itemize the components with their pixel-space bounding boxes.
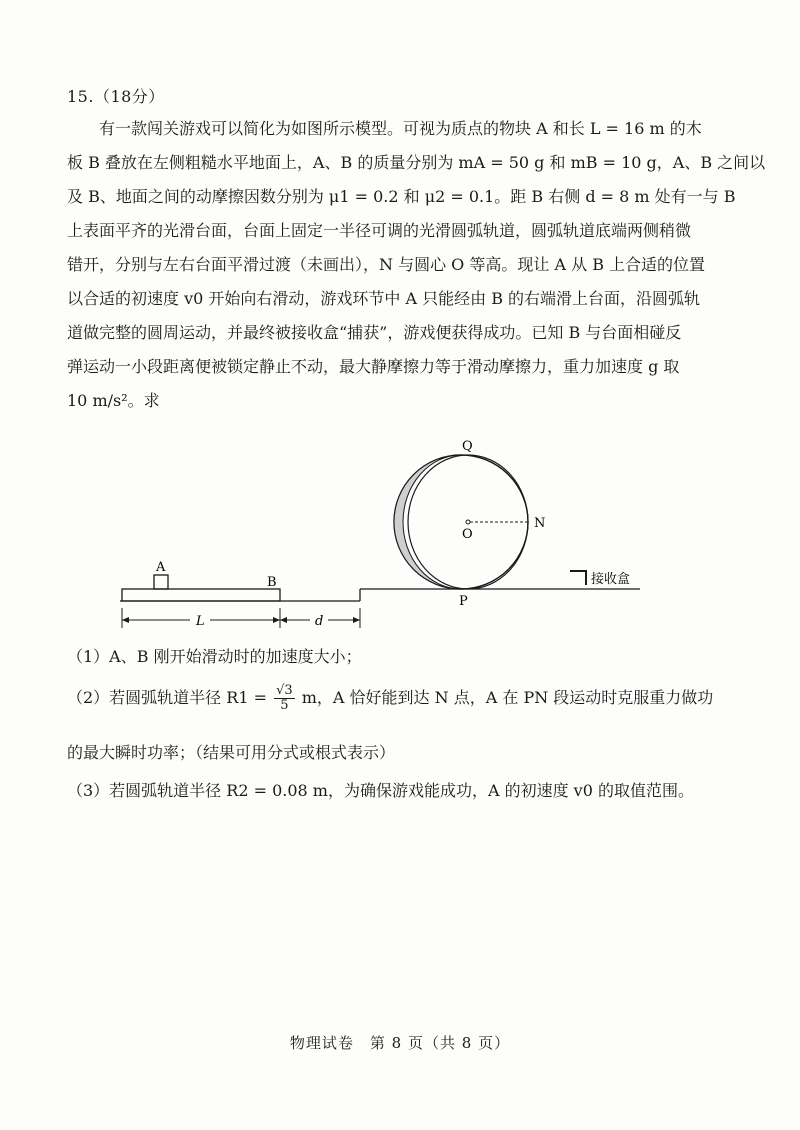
fraction-denominator: 5: [280, 698, 289, 713]
loop-track-inner: [394, 455, 461, 589]
physics-diagram: [110, 436, 670, 636]
sub-question-2-suffix: m，A 恰好能到达 N 点，A 在 PN 段运动时克服重力做功: [296, 688, 714, 707]
stem-line: 弹运动一小段距离便被锁定静止不动，最大静摩擦力等于滑动摩擦力，重力加速度 g 取: [67, 357, 680, 376]
stem-line: 板 B 叠放在左侧粗糙水平地面上，A、B 的质量分别为 mA = 50 g 和 mB = 10 g，A、B 之间以: [67, 153, 766, 172]
label-N: N: [534, 516, 546, 531]
block-A: [154, 575, 168, 589]
label-d: d: [315, 614, 324, 629]
label-O: O: [462, 527, 473, 542]
stem-line: 及 B、地面之间的动摩擦因数分别为 μ1 = 0.2 和 μ2 = 0.1。距 B 右侧 d = 8 m 处有一与 B: [67, 187, 736, 206]
stem-line: 10 m/s²。求: [67, 391, 160, 410]
page-footer: 物理试卷 第 8 页（共 8 页）: [289, 1034, 511, 1052]
sub-question-2-prefix: （2）若圆弧轨道半径 R1 =: [67, 688, 273, 707]
label-P: P: [459, 594, 468, 609]
center-O-dot: [466, 520, 470, 524]
dim-d-arrowhead-left: [280, 617, 287, 623]
question-header: 15.（18分）: [67, 87, 165, 106]
stem-line: 有一款闯关游戏可以简化为如图所示模型。可视为质点的物块 A 和长 L = 16 m 的木: [99, 119, 702, 138]
radius-fraction: [274, 684, 295, 713]
stem-line: 道做完整的圆周运动，并最终被接收盒“捕获”，游戏便获得成功。已知 B 与台面相碰反: [67, 323, 682, 342]
fraction-numerator: √3: [276, 683, 293, 698]
sub-question-2: [67, 684, 713, 713]
board-B: [122, 589, 280, 601]
label-A: A: [156, 560, 166, 575]
receiving-box: [570, 571, 586, 585]
label-L: L: [196, 614, 205, 629]
label-Q: Q: [462, 439, 473, 454]
dim-d-arrowhead-right: [353, 617, 360, 623]
question-stem: [67, 112, 766, 418]
stem-line: 错开，分别与左右台面平滑过渡（未画出），N 与圆心 O 等高。现让 A 从 B 上合适的位置: [67, 255, 706, 274]
label-B: B: [267, 575, 277, 590]
dim-L-arrowhead-right: [273, 617, 280, 623]
sub-question-3: （3）若圆弧轨道半径 R2 = 0.08 m，为确保游戏能成功，A 的初速度 v0 的取值范围。: [67, 781, 694, 800]
stem-line: 上表面平齐的光滑台面，台面上固定一半径可调的光滑圆弧轨道，圆弧轨道底端两侧稍微: [67, 221, 692, 240]
dim-L-arrowhead-left: [122, 617, 129, 623]
label-receiving-box: 接收盒: [591, 572, 631, 587]
stem-line: 以合适的初速度 v0 开始向右滑动，游戏环节中 A 只能经由 B 的右端滑上台面，沿圆弧轨: [67, 289, 701, 308]
sub-question-1: （1）A、B 刚开始滑动时的加速度大小；: [67, 647, 362, 666]
sub-question-2-line2: 的最大瞬时功率；（结果可用分式或根式表示）: [67, 743, 396, 762]
